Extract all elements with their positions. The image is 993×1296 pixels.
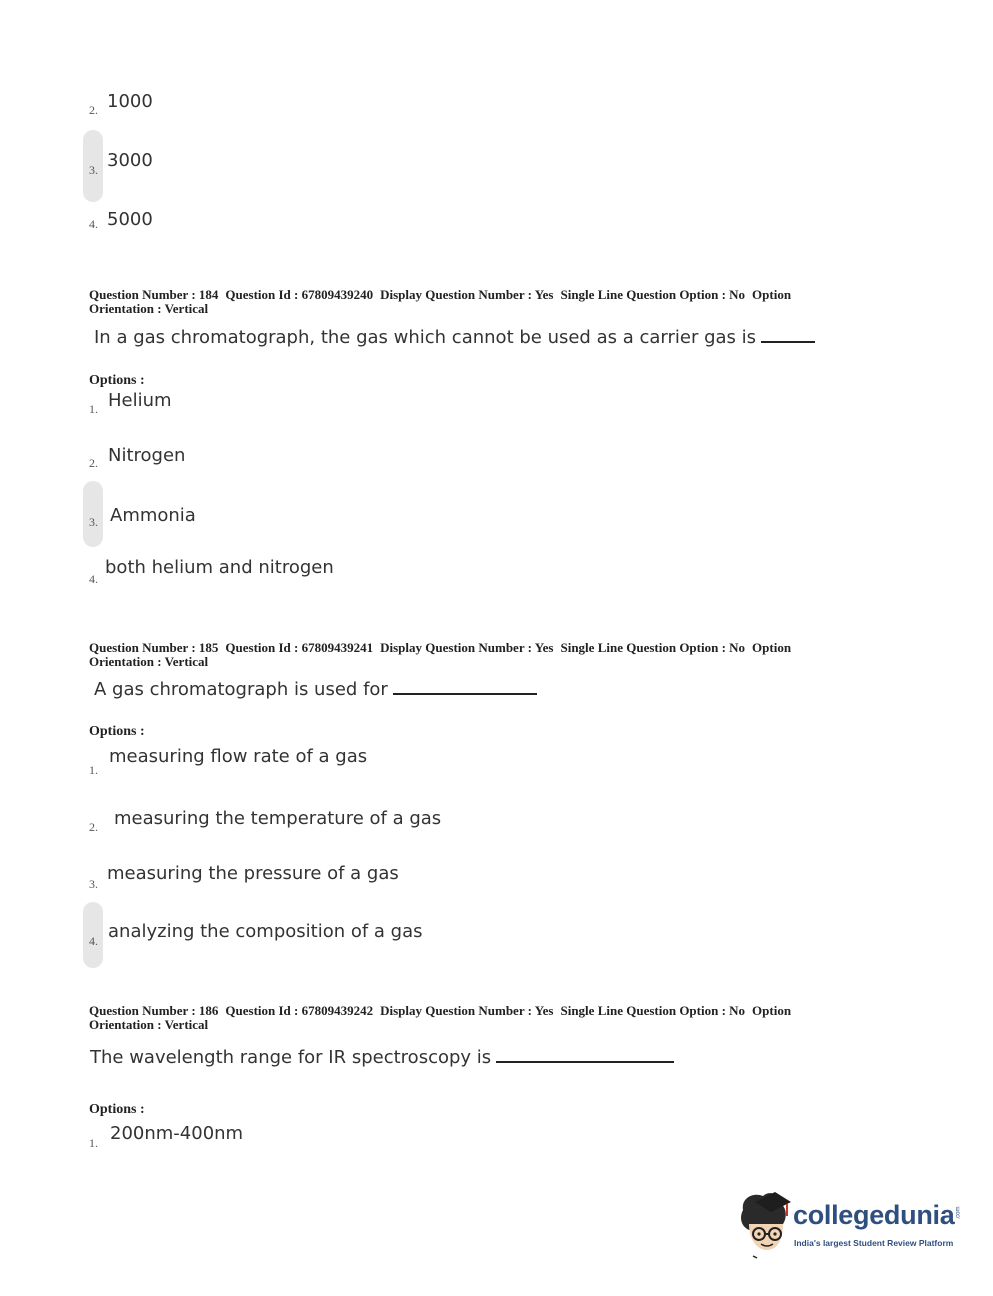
- option-text: Nitrogen: [108, 445, 186, 466]
- option-text: Ammonia: [110, 505, 196, 526]
- question-meta: Question Number : 185 Question Id : 67809439241 Display Question Number : Yes Single Line Question Option : No Option Orientation : Vertical: [89, 640, 792, 669]
- option-number: 2.: [89, 103, 98, 117]
- logo-suffix: .com: [955, 1206, 962, 1220]
- option-number: 3.: [89, 163, 98, 177]
- option-number: 4.: [89, 217, 98, 231]
- option-number: 4.: [89, 572, 98, 586]
- option-text: measuring the temperature of a gas: [114, 808, 442, 829]
- question-meta: Question Number : 184 Question Id : 67809439240 Display Question Number : Yes Single Line Question Option : No Option Orientation : Vertical: [89, 287, 792, 316]
- options-label: Options :: [89, 1102, 145, 1117]
- logo-tagline: India's largest Student Review Platform: [794, 1238, 954, 1248]
- option-text: 5000: [107, 209, 153, 230]
- selected-option-highlight: [83, 481, 103, 547]
- option-number: 4.: [89, 934, 98, 948]
- option-text: measuring flow rate of a gas: [109, 746, 368, 767]
- answer-blank: [496, 1045, 674, 1063]
- option-number: 3.: [89, 877, 98, 891]
- options-label: Options :: [89, 724, 145, 739]
- option-text: both helium and nitrogen: [105, 557, 334, 578]
- question-text: A gas chromatograph is used for: [94, 677, 537, 700]
- logo-wordmark: collegedunia: [793, 1200, 955, 1230]
- option-number: 1.: [89, 1136, 98, 1150]
- mascot-icon: [735, 1188, 793, 1260]
- option-text: 200nm-400nm: [110, 1123, 244, 1144]
- option-number: 1.: [89, 763, 98, 777]
- option-text: 3000: [107, 150, 153, 171]
- options-label: Options :: [89, 373, 145, 388]
- question-text: In a gas chromatograph, the gas which cannot be used as a carrier gas is: [94, 325, 815, 348]
- option-text: analyzing the composition of a gas: [108, 921, 423, 942]
- option-text: Helium: [108, 390, 172, 411]
- question-text: The wavelength range for IR spectroscopy is: [90, 1045, 674, 1068]
- option-number: 3.: [89, 515, 98, 529]
- option-number: 1.: [89, 402, 98, 416]
- option-text: 1000: [107, 91, 153, 112]
- question-meta: Question Number : 186 Question Id : 67809439242 Display Question Number : Yes Single Line Question Option : No Option Orientation : Vertical: [89, 1003, 792, 1032]
- option-text: measuring the pressure of a gas: [107, 863, 399, 884]
- answer-blank: [393, 677, 537, 695]
- collegedunia-logo: [735, 1188, 965, 1260]
- option-number: 2.: [89, 456, 98, 470]
- answer-blank: [761, 325, 815, 343]
- option-number: 2.: [89, 820, 98, 834]
